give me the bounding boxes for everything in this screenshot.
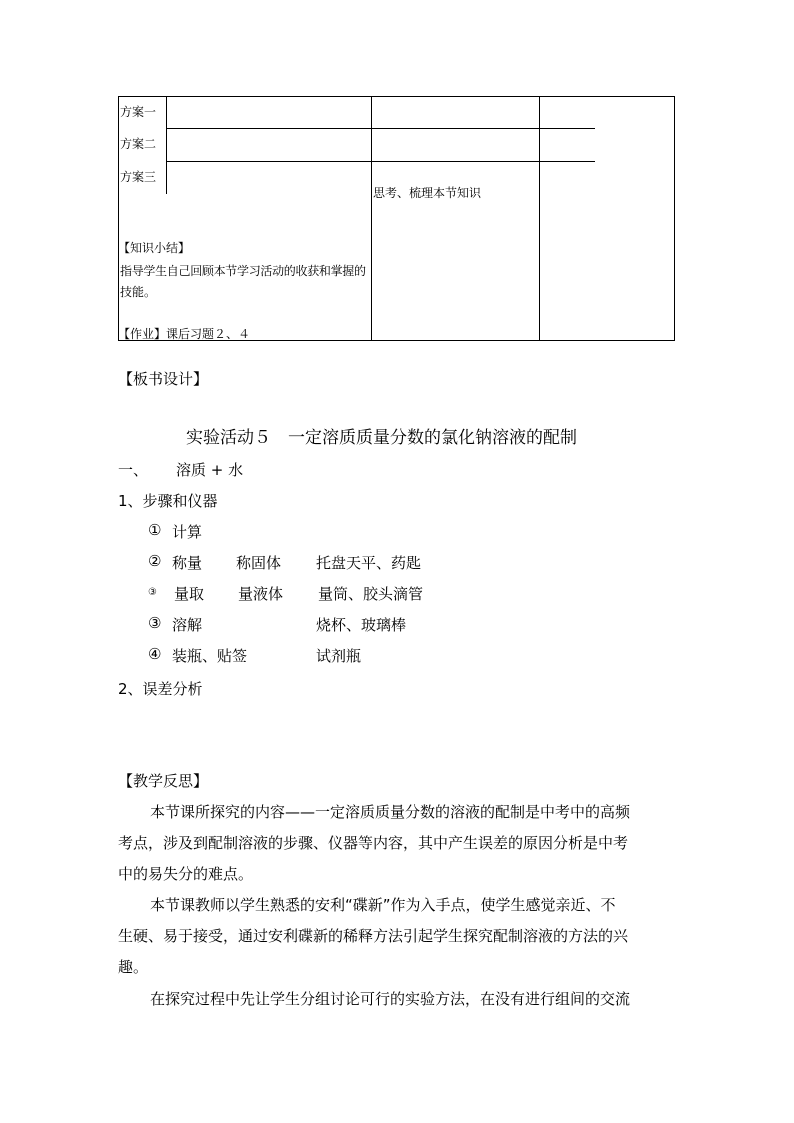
section-steps-heading: 1、步骤和仪器: [118, 492, 218, 510]
reflection-p2-line2: 生硬、易于接受，通过安利碟新的稀释方法引起学生探究配制溶液的方法的兴: [118, 927, 629, 945]
step-3-what: 量液体: [238, 585, 284, 603]
row-line-2b: [371, 161, 539, 162]
plan-col-divider: [166, 96, 167, 194]
line1-number: 一、: [118, 461, 149, 479]
row-line-2c: [539, 161, 595, 162]
reflection-p3-line1: 在探究过程中先让学生分组讨论可行的实验方法，在没有进行组间的交流: [150, 990, 631, 1008]
step-4-tools: 烧杯、玻璃棒: [316, 616, 407, 634]
row-line-1b: [371, 128, 539, 129]
reflection-heading: 【教学反思】: [118, 772, 209, 790]
line1-text: 溶质 + 水: [176, 461, 244, 479]
step-2-name: 称量: [172, 554, 203, 572]
reflection-p1-line3: 中的易失分的难点。: [118, 865, 254, 883]
row-line-1c: [539, 128, 595, 129]
step-2-tools: 托盘天平、药匙: [316, 554, 422, 572]
plan-1-label: 方案一: [120, 105, 157, 119]
plan-3-label: 方案三: [120, 170, 157, 184]
table-right-border: [674, 96, 675, 341]
step-5-marker: ④: [148, 645, 162, 663]
board-heading: 【板书设计】: [118, 370, 209, 388]
summary-title: 【知识小结】: [118, 241, 191, 255]
student-activity-text: 思考、梳理本节知识: [373, 186, 482, 200]
summary-line-1: 指导学生自己回顾本节学习活动的收获和掌握的: [120, 264, 366, 278]
step-2-what: 称固体: [236, 554, 282, 572]
step-5-tools: 试剂瓶: [316, 647, 362, 665]
step-3-tools: 量筒、胶头滴管: [318, 585, 424, 603]
table-top-border: [118, 96, 675, 97]
section-error-heading: 2、误差分析: [118, 680, 203, 698]
step-4-marker: ③: [148, 614, 162, 632]
table-col-divider-2: [539, 96, 540, 341]
step-1-name: 计算: [172, 523, 203, 541]
table-col-divider-1: [371, 96, 372, 341]
board-title: 实验活动５ 一定溶质质量分数的氯化钠溶液的配制: [186, 428, 577, 448]
reflection-p2-line1: 本节课教师以学生熟悉的安利“碟新”作为入手点，使学生感觉亲近、不: [150, 896, 616, 914]
step-4-name: 溶解: [172, 616, 203, 634]
plan-2-label: 方案二: [120, 137, 157, 151]
step-1-marker: ①: [148, 521, 162, 539]
reflection-p2-line3: 趣。: [118, 958, 149, 976]
reflection-p1-line2: 考点，涉及到配制溶液的步骤、仪器等内容，其中产生误差的原因分析是中考: [118, 834, 629, 852]
summary-line-2: 技能。: [120, 285, 157, 299]
reflection-p1-line1: 本节课所探究的内容——一定溶质质量分数的溶液的配制是中考中的高频: [150, 803, 631, 821]
homework-text: 【作业】课后习题２、４: [118, 327, 251, 341]
table-left-border: [118, 96, 119, 341]
step-3-marker: ③: [148, 587, 157, 598]
step-2-marker: ②: [148, 552, 162, 570]
step-3-name: 量取: [174, 585, 205, 603]
row-line-2: [166, 161, 372, 162]
row-line-1: [166, 128, 372, 129]
step-5-name: 装瓶、贴签: [172, 647, 248, 665]
